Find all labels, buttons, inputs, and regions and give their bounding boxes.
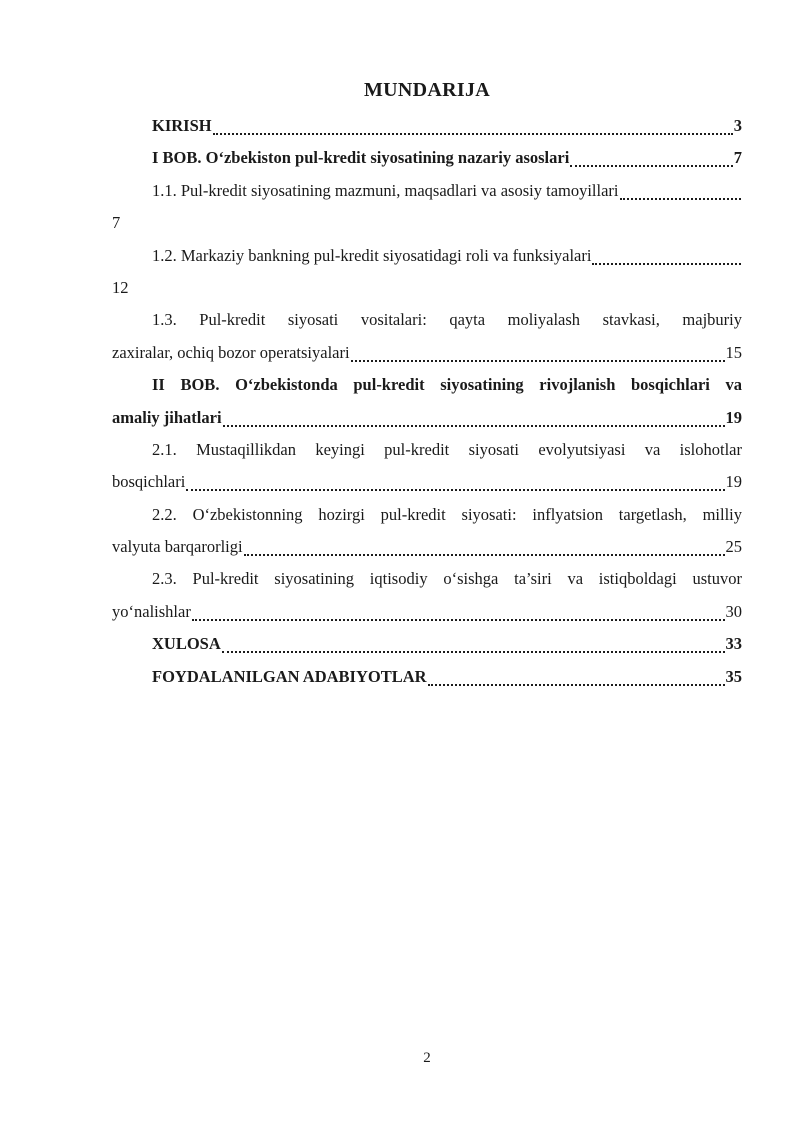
toc-label: yo‘nalishlar bbox=[112, 601, 191, 621]
toc-label: zaxiralar, ochiq bozor operatsiyalari bbox=[112, 342, 350, 362]
dot-leader bbox=[592, 240, 741, 265]
toc-label: 1.2. Markaziy bankning pul-kredit siyosatidagi roli va funksiyalari bbox=[152, 245, 592, 265]
toc-page-number: 19 bbox=[725, 472, 742, 492]
toc-content bbox=[112, 77, 742, 693]
toc-entry-adabiyotlar bbox=[112, 661, 742, 693]
dot-leader bbox=[186, 466, 724, 491]
toc-entry-2-1-line2 bbox=[112, 466, 742, 498]
toc-page-number: 35 bbox=[725, 666, 742, 686]
toc-label: I BOB. O‘zbekiston pul-kredit siyosatining nazariy asoslari bbox=[152, 148, 570, 168]
toc-page-number: 15 bbox=[725, 342, 742, 362]
toc-entry-2-3-line2 bbox=[112, 596, 742, 628]
toc-label: 1.1. Pul-kredit siyosatining mazmuni, maqsadlari va asosiy tamoyillari bbox=[152, 180, 619, 200]
toc-entry-2-2-line1: 2.2. O‘zbekistonning hozirgi pul-kredit siyosati: inflyatsion targetlash, milliy bbox=[152, 504, 742, 524]
toc-entry-1-3-line2 bbox=[112, 337, 742, 369]
toc-wrapped-page-number-1-1 bbox=[112, 207, 742, 239]
dot-leader bbox=[620, 175, 741, 200]
toc-page-number: 25 bbox=[725, 537, 742, 557]
toc-page-number: 19 bbox=[725, 407, 742, 427]
toc-page-number: 33 bbox=[725, 634, 742, 654]
toc-entry-chapter2-line2 bbox=[112, 402, 742, 434]
toc-entry-1-1 bbox=[112, 175, 742, 207]
toc-entry-2-2-line2 bbox=[112, 531, 742, 563]
toc-wrapped-page-number-1-2 bbox=[112, 272, 742, 304]
toc-entry-chapter2-line1: II BOB. O‘zbekistonda pul-kredit siyosatining rivojlanish bosqichlari va bbox=[152, 375, 742, 395]
toc-label: amaliy jihatlari bbox=[112, 407, 222, 427]
dot-leader bbox=[570, 142, 732, 167]
toc-page-number: 30 bbox=[725, 601, 742, 621]
toc-entry-kirish bbox=[112, 110, 742, 142]
toc-entry-2-3-line1: 2.3. Pul-kredit siyosatining iqtisodiy o‘sishga ta’siri va istiqboldagi ustuvor bbox=[152, 569, 742, 589]
dot-leader bbox=[223, 402, 725, 427]
toc-label: XULOSA bbox=[152, 634, 221, 654]
toc-page-number: 12 bbox=[112, 277, 129, 297]
toc-entry-xulosa bbox=[112, 628, 742, 660]
toc-page-number: 7 bbox=[112, 213, 121, 233]
toc-label: valyuta barqarorligi bbox=[112, 537, 243, 557]
toc-page-number: 3 bbox=[733, 116, 742, 135]
dot-leader bbox=[428, 661, 725, 686]
footer-page-number: 2 bbox=[423, 1050, 431, 1066]
dot-leader bbox=[213, 110, 733, 135]
dot-leader bbox=[192, 596, 725, 621]
page-title: MUNDARIJA bbox=[363, 79, 491, 101]
toc-label: KIRISH bbox=[152, 116, 212, 135]
toc-entry-1-3-line1: 1.3. Pul-kredit siyosati vositalari: qayta moliyalash stavkasi, majburiy bbox=[152, 310, 742, 330]
toc-label: FOYDALANILGAN ADABIYOTLAR bbox=[152, 666, 427, 686]
toc-entry-1-2 bbox=[112, 240, 742, 272]
toc-page-number: 7 bbox=[733, 148, 742, 168]
dot-leader bbox=[222, 628, 725, 653]
dot-leader bbox=[244, 531, 725, 556]
dot-leader bbox=[351, 337, 725, 362]
toc-label: bosqichlari bbox=[112, 472, 186, 492]
toc-entry-2-1-line1: 2.1. Mustaqillikdan keyingi pul-kredit siyosati evolyutsiyasi va islohotlar bbox=[152, 439, 742, 459]
toc-entry-chapter1 bbox=[112, 142, 742, 174]
